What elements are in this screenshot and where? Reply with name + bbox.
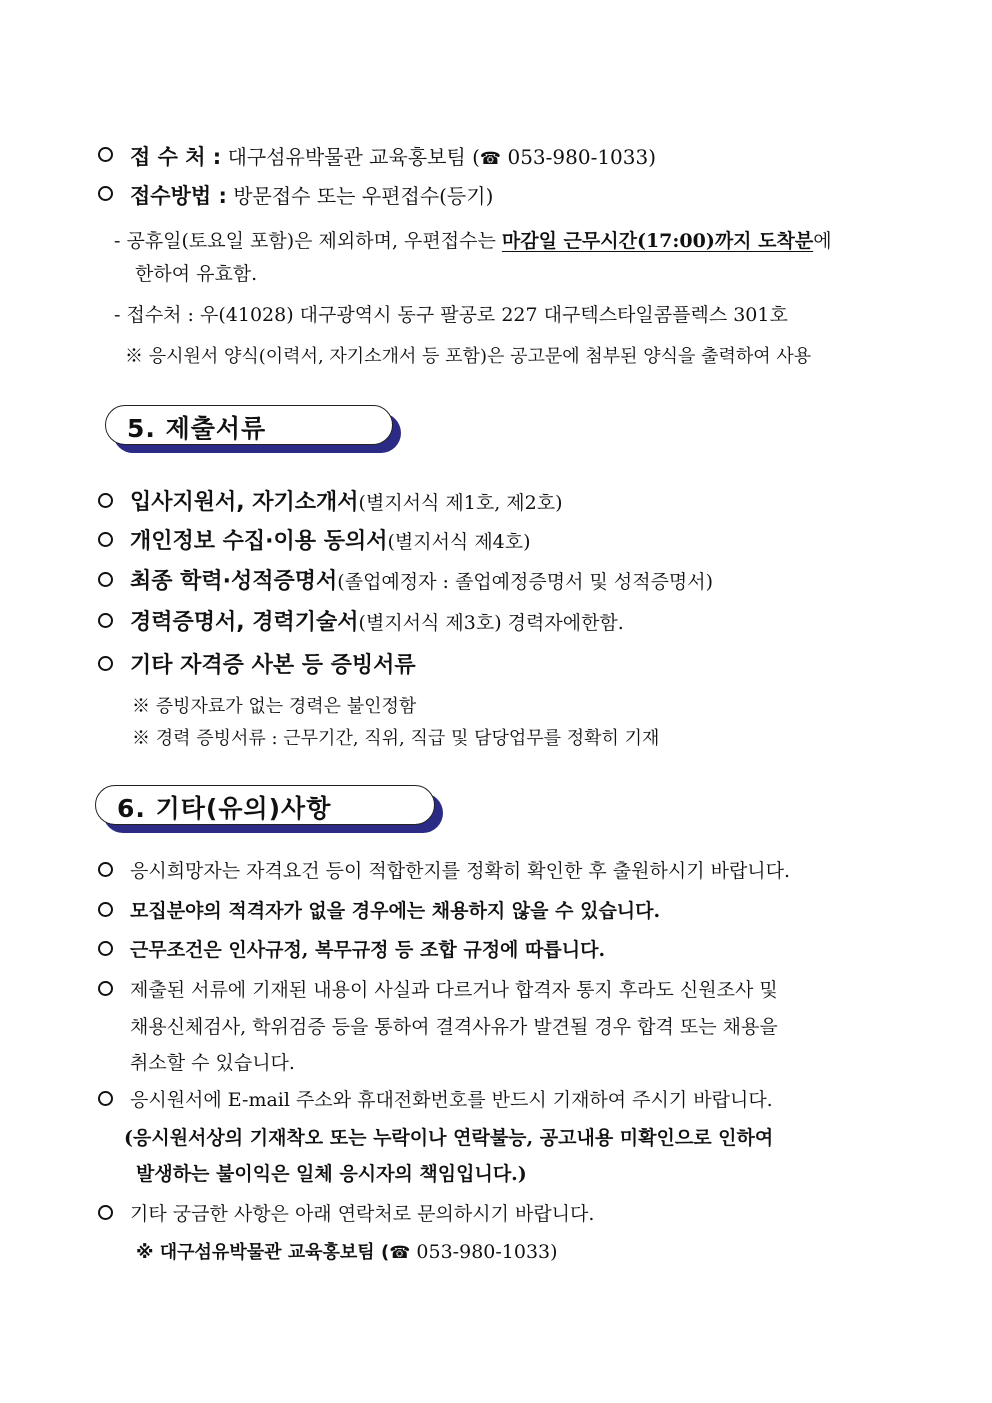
doc-item-5 <box>130 648 416 679</box>
receipt-note-1-part1: - 공휴일(토요일 포함)은 제외하며, 우편접수는 <box>114 230 502 252</box>
bullet-circle-icon <box>98 572 113 587</box>
notice-item-4-line3: 취소할 수 있습니다. <box>130 1052 295 1074</box>
doc-note-2: ※ 경력 증빙서류 : 근무기간, 직위, 직급 및 담당업무를 정확히 기재 <box>132 728 660 749</box>
contact-line <box>136 1238 558 1264</box>
doc-item-5-title: 기타 자격증 사본 등 증빙서류 <box>130 653 416 678</box>
receipt-note-1 <box>114 226 897 253</box>
section-5-title: 5. 제출서류 <box>127 414 267 443</box>
bullet-circle-icon <box>98 1205 113 1220</box>
receipt-method-line <box>130 180 493 210</box>
receipt-method-label: 접수방법 : <box>130 184 227 208</box>
notice-item-5-note1: (응시원서상의 기재착오 또는 누락이나 연락불능, 공고내용 미확인으로 인하여 <box>124 1127 774 1149</box>
doc-item-4-detail: (별지서식 제3호) 경력자에한함. <box>358 612 624 634</box>
section-5-heading <box>105 405 393 445</box>
receipt-method-value: 방문접수 또는 우편접수(등기) <box>233 184 494 208</box>
bullet-circle-icon <box>98 656 113 671</box>
doc-item-2-title: 개인정보 수집·이용 동의서 <box>130 529 388 554</box>
receipt-place-line <box>130 141 656 171</box>
section-6-heading <box>95 785 435 825</box>
contact-phone: 053-980-1033) <box>416 1241 558 1263</box>
doc-item-1-title: 입사지원서, 자기소개서 <box>130 490 359 515</box>
bullet-circle-icon <box>98 532 113 547</box>
receipt-note-1-line2: 한하여 유효함. <box>135 263 258 285</box>
receipt-phone: 053-980-1033) <box>507 145 657 169</box>
receipt-note-1-deadline: 마감일 근무시간(17:00)까지 도착분 <box>501 230 814 252</box>
notice-item-5-note2: 발생하는 불이익은 일체 응시자의 책임입니다.) <box>136 1163 527 1185</box>
bullet-circle-icon <box>98 902 113 917</box>
notice-item-4-line2: 채용신체검사, 학위검증 등을 통하여 결격사유가 발견될 경우 합격 또는 채용을 <box>130 1016 778 1038</box>
receipt-note-3: ※ 응시원서 양식(이력서, 자기소개서 등 포함)은 공고문에 첨부된 양식을 출력하여 사용 <box>125 346 812 367</box>
bullet-circle-icon <box>98 493 113 508</box>
doc-item-2 <box>130 524 531 555</box>
doc-item-3-title: 최종 학력·성적증명서 <box>130 569 338 594</box>
receipt-note-2: - 접수처 : 우(41028) 대구광역시 동구 팔공로 227 대구텍스타일콤플렉스 301호 <box>114 304 788 326</box>
doc-item-1-detail: (별지서식 제1호, 제2호) <box>358 492 563 514</box>
notice-item-2: 모집분야의 적격자가 없을 경우에는 채용하지 않을 수 있습니다. <box>130 900 661 922</box>
bullet-circle-icon <box>98 186 113 201</box>
receipt-note-1-part2: 에 <box>813 230 832 252</box>
bullet-circle-icon <box>98 862 113 877</box>
doc-item-1 <box>130 485 563 516</box>
notice-item-6: 기타 궁금한 사항은 아래 연락처로 문의하시기 바랍니다. <box>130 1203 595 1225</box>
section-6-title: 6. 기타(유의)사항 <box>117 794 332 823</box>
phone-icon: ☎ <box>479 149 502 169</box>
bullet-circle-icon <box>98 613 113 628</box>
notice-item-3: 근무조건은 인사규정, 복무규정 등 조합 규정에 따릅니다. <box>130 939 606 961</box>
bullet-circle-icon <box>98 1091 113 1106</box>
receipt-place-label: 접 수 처 : <box>130 145 222 169</box>
doc-item-3-detail: (졸업예정자 : 졸업예정증명서 및 성적증명서) <box>337 571 714 593</box>
bullet-circle-icon <box>98 147 113 162</box>
doc-item-4-title: 경력증명서, 경력기술서 <box>130 610 359 635</box>
doc-item-2-detail: (별지서식 제4호) <box>387 531 531 553</box>
receipt-place-value: 대구섬유박물관 교육홍보팀 ( <box>227 145 480 169</box>
contact-label: ※ 대구섬유박물관 교육홍보팀 ( <box>136 1242 390 1263</box>
doc-note-1: ※ 증빙자료가 없는 경력은 불인정함 <box>132 696 417 717</box>
notice-item-5-line1: 응시원서에 E-mail 주소와 휴대전화번호를 반드시 기재하여 주시기 바랍니다. <box>130 1089 773 1111</box>
bullet-circle-icon <box>98 981 113 996</box>
notice-item-4-line1: 제출된 서류에 기재된 내용이 사실과 다르거나 합격자 통지 후라도 신원조사 및 <box>130 979 778 1001</box>
doc-item-3 <box>130 564 713 595</box>
doc-item-4 <box>130 605 624 636</box>
phone-icon: ☎ <box>389 1243 411 1263</box>
notice-item-1: 응시희망자는 자격요건 등이 적합한지를 정확히 확인한 후 출원하시기 바랍니다. <box>130 860 791 882</box>
bullet-circle-icon <box>98 941 113 956</box>
